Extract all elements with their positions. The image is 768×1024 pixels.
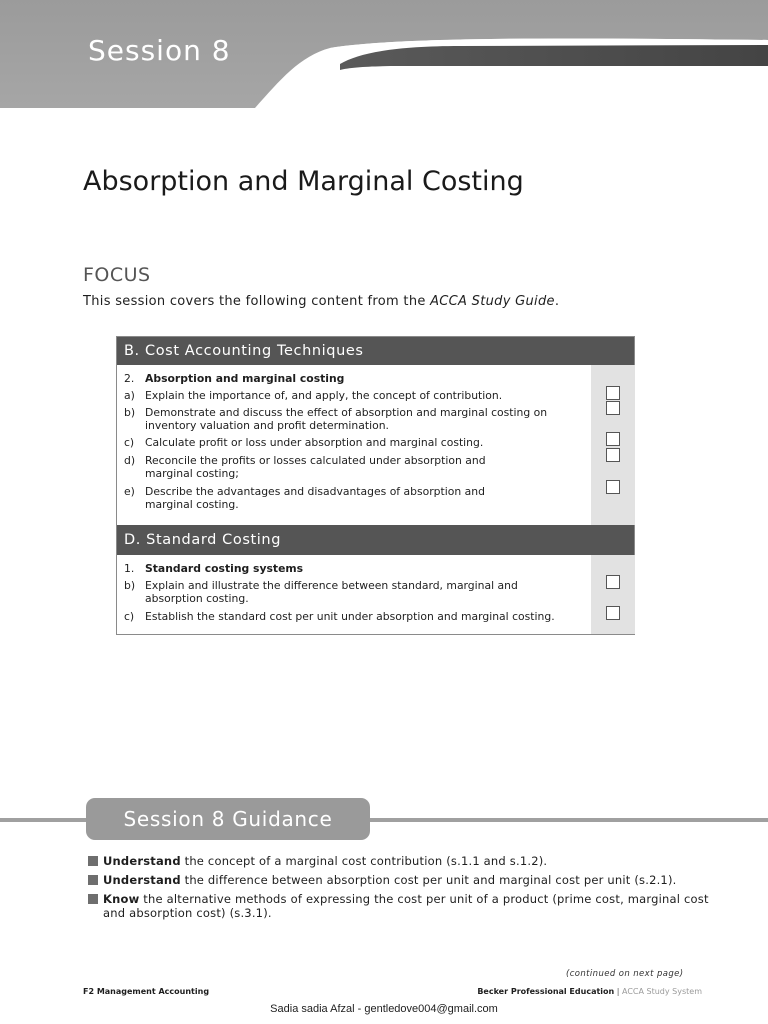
guidance-text: the difference between absorption cost per unit and marginal cost per unit (s.2.1). — [180, 873, 677, 887]
checkbox-d-c[interactable] — [606, 606, 620, 620]
continued-note: (continued on next page) — [566, 969, 684, 979]
checkbox-b-b[interactable] — [606, 401, 620, 415]
square-bullet-icon — [88, 875, 98, 885]
footer-publisher — [477, 987, 702, 996]
study-guide-table — [116, 336, 635, 635]
item-text: Describe the advantages and disadvantages of absorption and — [145, 485, 485, 498]
guidance-item — [88, 873, 728, 887]
focus-intro-prefix: This session covers the following content from the — [83, 294, 431, 309]
item-letter: d) — [124, 454, 136, 467]
footer-brand: Becker Professional Education — [477, 987, 615, 996]
page-title: Absorption and Marginal Costing — [83, 166, 524, 197]
square-bullet-icon — [88, 894, 98, 904]
guidance-text: the alternative methods of expressing the cost per unit of a product (prime cost, marginal cost and absorption cost) (s.3.1). — [103, 892, 709, 920]
guidance-text: the concept of a marginal cost contribution (s.1.1 and s.1.2). — [180, 854, 548, 868]
item-text: Establish the standard cost per unit under absorption and marginal costing. — [145, 610, 555, 623]
checkbox-b-c[interactable] — [606, 432, 620, 446]
item-text: absorption costing. — [145, 592, 249, 605]
item-text: Calculate profit or loss under absorption and marginal costing. — [145, 436, 484, 449]
session-title: Session 8 — [88, 34, 231, 67]
checkbox-d-b[interactable] — [606, 575, 620, 589]
item-letter: a) — [124, 389, 135, 402]
checkbox-b-a[interactable] — [606, 386, 620, 400]
item-text: Demonstrate and discuss the effect of absorption and marginal costing on — [145, 406, 548, 419]
item-letter: c) — [124, 610, 135, 623]
item-number: 1. — [124, 562, 135, 575]
focus-heading: FOCUS — [83, 264, 151, 286]
focus-intro-emphasis: ACCA Study Guide — [430, 294, 555, 309]
focus-intro-suffix: . — [554, 294, 560, 309]
focus-intro — [83, 294, 559, 309]
footer-course: F2 Management Accounting — [83, 987, 210, 996]
item-text: marginal costing; — [145, 467, 239, 480]
guidance-rule — [0, 818, 92, 822]
item-text: Explain and illustrate the difference between standard, marginal and — [145, 579, 518, 592]
square-bullet-icon — [88, 856, 98, 866]
checkbox-column — [591, 555, 635, 634]
footer-system: ACCA Study System — [622, 987, 702, 996]
guidance-item — [88, 892, 728, 920]
session-banner — [0, 0, 768, 110]
item-text: marginal costing. — [145, 498, 239, 511]
item-text: Absorption and marginal costing — [145, 372, 345, 385]
section-header-b: B. Cost Accounting Techniques — [117, 337, 634, 365]
checkbox-b-e[interactable] — [606, 480, 620, 494]
item-letter: e) — [124, 485, 135, 498]
item-letter: c) — [124, 436, 135, 449]
item-text: Reconcile the profits or losses calculated under absorption and — [145, 454, 486, 467]
guidance-keyword: Understand — [103, 854, 181, 868]
footer-separator: | — [614, 987, 622, 996]
guidance-item — [88, 854, 728, 868]
guidance-title: Session 8 Guidance — [86, 798, 370, 840]
checkbox-b-d[interactable] — [606, 448, 620, 462]
guidance-keyword: Understand — [103, 873, 181, 887]
guidance-keyword: Know — [103, 892, 140, 906]
item-letter: b) — [124, 406, 136, 419]
guidance-rule — [366, 818, 768, 822]
item-text: Standard costing systems — [145, 562, 304, 575]
watermark: Sadia sadia Afzal - gentledove004@gmail.com — [270, 1003, 498, 1015]
guidance-list — [88, 854, 728, 925]
item-number: 2. — [124, 372, 135, 385]
item-text: inventory valuation and profit determination. — [145, 419, 389, 432]
item-text: Explain the importance of, and apply, the concept of contribution. — [145, 389, 503, 402]
item-letter: b) — [124, 579, 136, 592]
section-header-d: D. Standard Costing — [117, 525, 634, 555]
